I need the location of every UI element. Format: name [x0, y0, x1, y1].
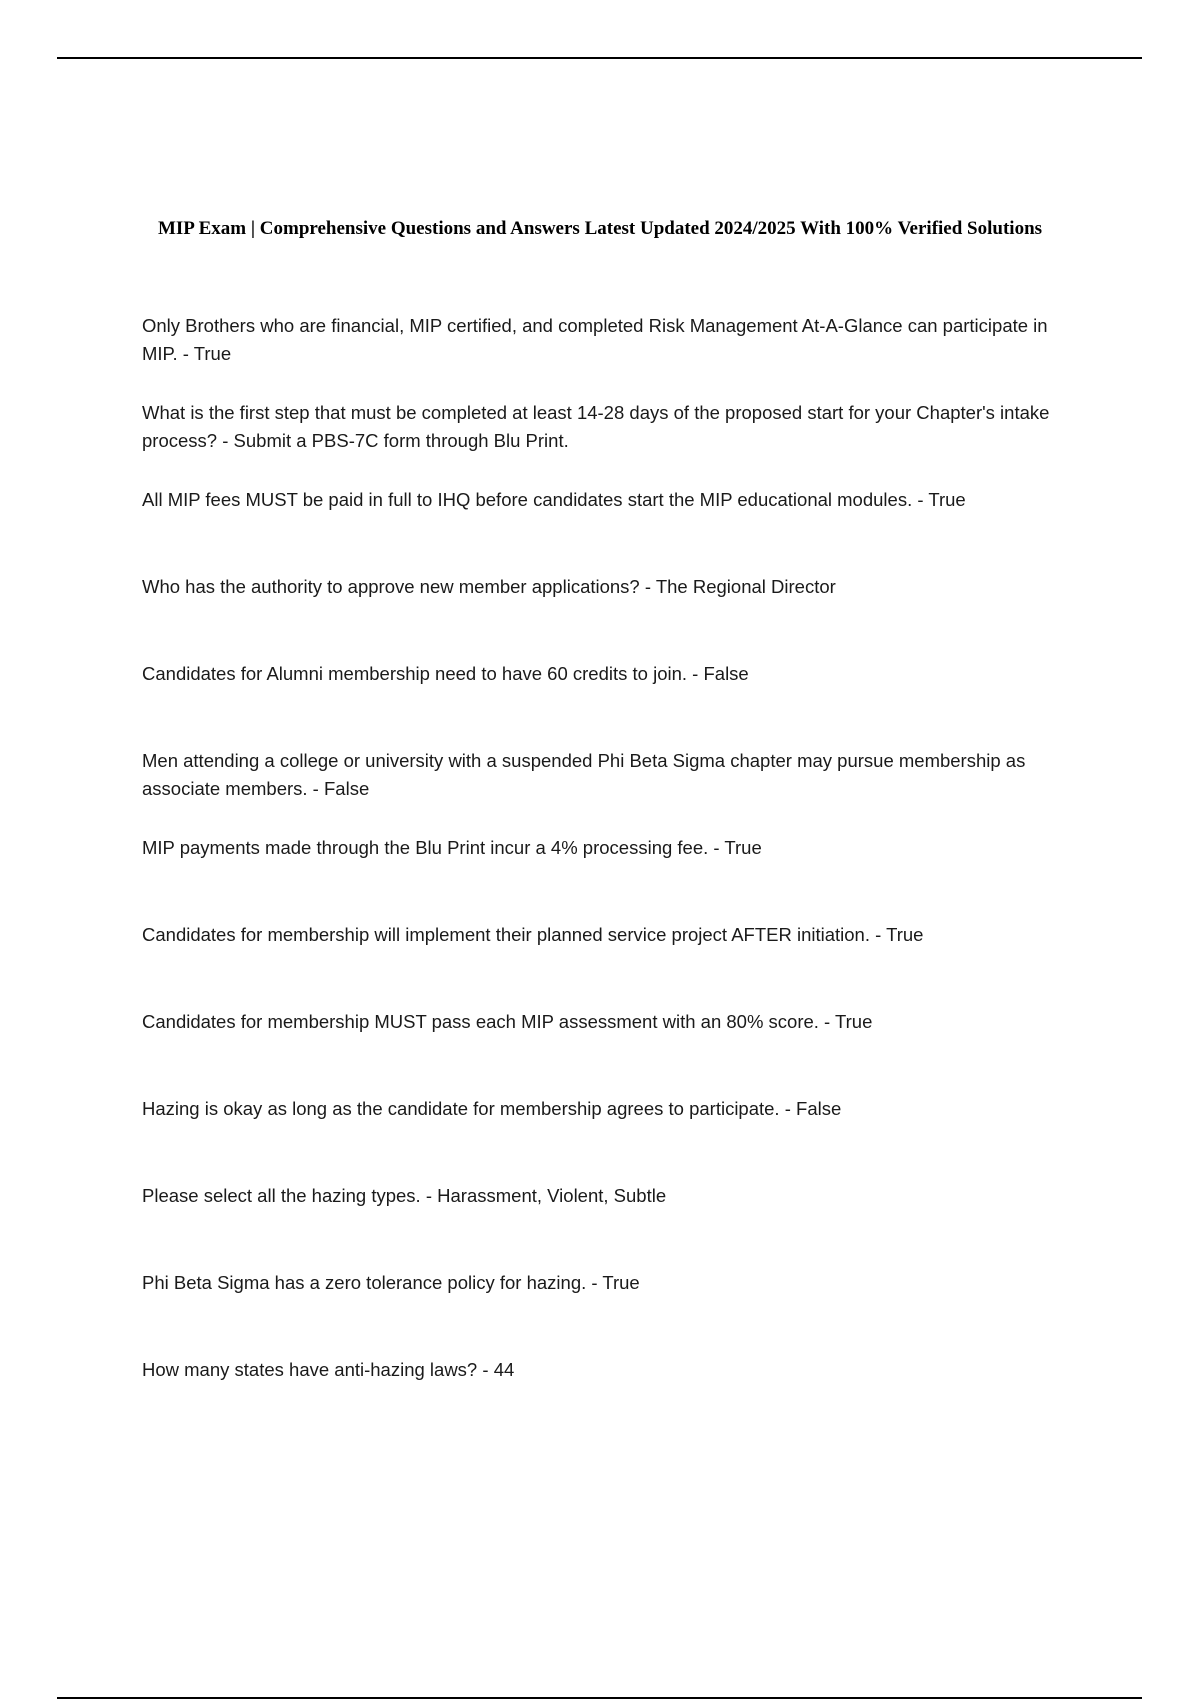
question-text: How many states have anti-hazing laws? — [142, 1359, 478, 1380]
qa-item — [142, 1356, 1082, 1384]
answer-text: 44 — [493, 1359, 515, 1380]
qa-separator: - — [708, 837, 725, 858]
answer-text: True — [724, 837, 762, 858]
answer-text: True — [835, 1011, 873, 1032]
qa-separator: - — [586, 1272, 603, 1293]
answer-text: True — [928, 489, 966, 510]
qa-item — [142, 486, 1082, 514]
qa-list — [142, 312, 1082, 1443]
qa-item — [142, 312, 1082, 368]
question-text: Only Brothers who are financial, MIP certified, and completed Risk Management At-A-Glance can participate in MIP. — [142, 315, 1048, 364]
qa-separator: - — [177, 343, 194, 364]
qa-separator: - — [307, 778, 324, 799]
question-text: Hazing is okay as long as the candidate for membership agrees to participate. — [142, 1098, 780, 1119]
qa-separator: - — [639, 576, 656, 597]
qa-item — [142, 1095, 1082, 1123]
page-title: MIP Exam | Comprehensive Questions and Answers Latest Updated 2024/2025 With 100% Verified Solutions — [157, 218, 1043, 239]
answer-text: The Regional Director — [655, 576, 836, 597]
question-text: Please select all the hazing types. — [142, 1185, 421, 1206]
question-text: Candidates for membership will implement their planned service project AFTER initiation. — [142, 924, 870, 945]
qa-item — [142, 1008, 1082, 1036]
qa-separator: - — [912, 489, 929, 510]
question-text: MIP payments made through the Blu Print incur a 4% processing fee. — [142, 837, 709, 858]
question-text: What is the first step that must be completed at least 14-28 days of the proposed start for your Chapter's intake process? — [142, 402, 1050, 451]
answer-text: Submit a PBS-7C form through Blu Print. — [233, 430, 569, 451]
qa-separator: - — [420, 1185, 438, 1206]
question-text: Candidates for Alumni membership need to have 60 credits to join. — [142, 663, 688, 684]
qa-item — [142, 399, 1082, 455]
answer-text: False — [324, 778, 370, 799]
qa-item — [142, 1269, 1082, 1297]
qa-separator: - — [687, 663, 704, 684]
qa-item — [142, 660, 1082, 688]
question-text: Who has the authority to approve new member applications? — [142, 576, 640, 597]
qa-separator: - — [779, 1098, 797, 1119]
qa-item — [142, 747, 1082, 803]
qa-separator: - — [477, 1359, 494, 1380]
qa-separator: - — [217, 430, 234, 451]
answer-text: True — [193, 343, 232, 364]
answer-text: True — [602, 1272, 640, 1293]
qa-separator: - — [870, 924, 887, 945]
qa-separator: - — [818, 1011, 836, 1032]
qa-item — [142, 834, 1082, 862]
answer-text: Harassment, Violent, Subtle — [437, 1185, 667, 1206]
answer-text: False — [703, 663, 749, 684]
top-divider — [57, 57, 1142, 59]
answer-text: True — [886, 924, 924, 945]
qa-item — [142, 573, 1082, 601]
question-text: Candidates for membership MUST pass each MIP assessment with an 80% score. — [142, 1011, 819, 1032]
question-text: All MIP fees MUST be paid in full to IHQ before candidates start the MIP educational modules. — [142, 489, 913, 510]
qa-item — [142, 921, 1082, 949]
bottom-divider — [57, 1697, 1142, 1699]
question-text: Men attending a college or university with a suspended Phi Beta Sigma chapter may pursue membership as associate members. — [142, 750, 1026, 799]
answer-text: False — [796, 1098, 842, 1119]
qa-item — [142, 1182, 1082, 1210]
question-text: Phi Beta Sigma has a zero tolerance policy for hazing. — [142, 1272, 587, 1293]
